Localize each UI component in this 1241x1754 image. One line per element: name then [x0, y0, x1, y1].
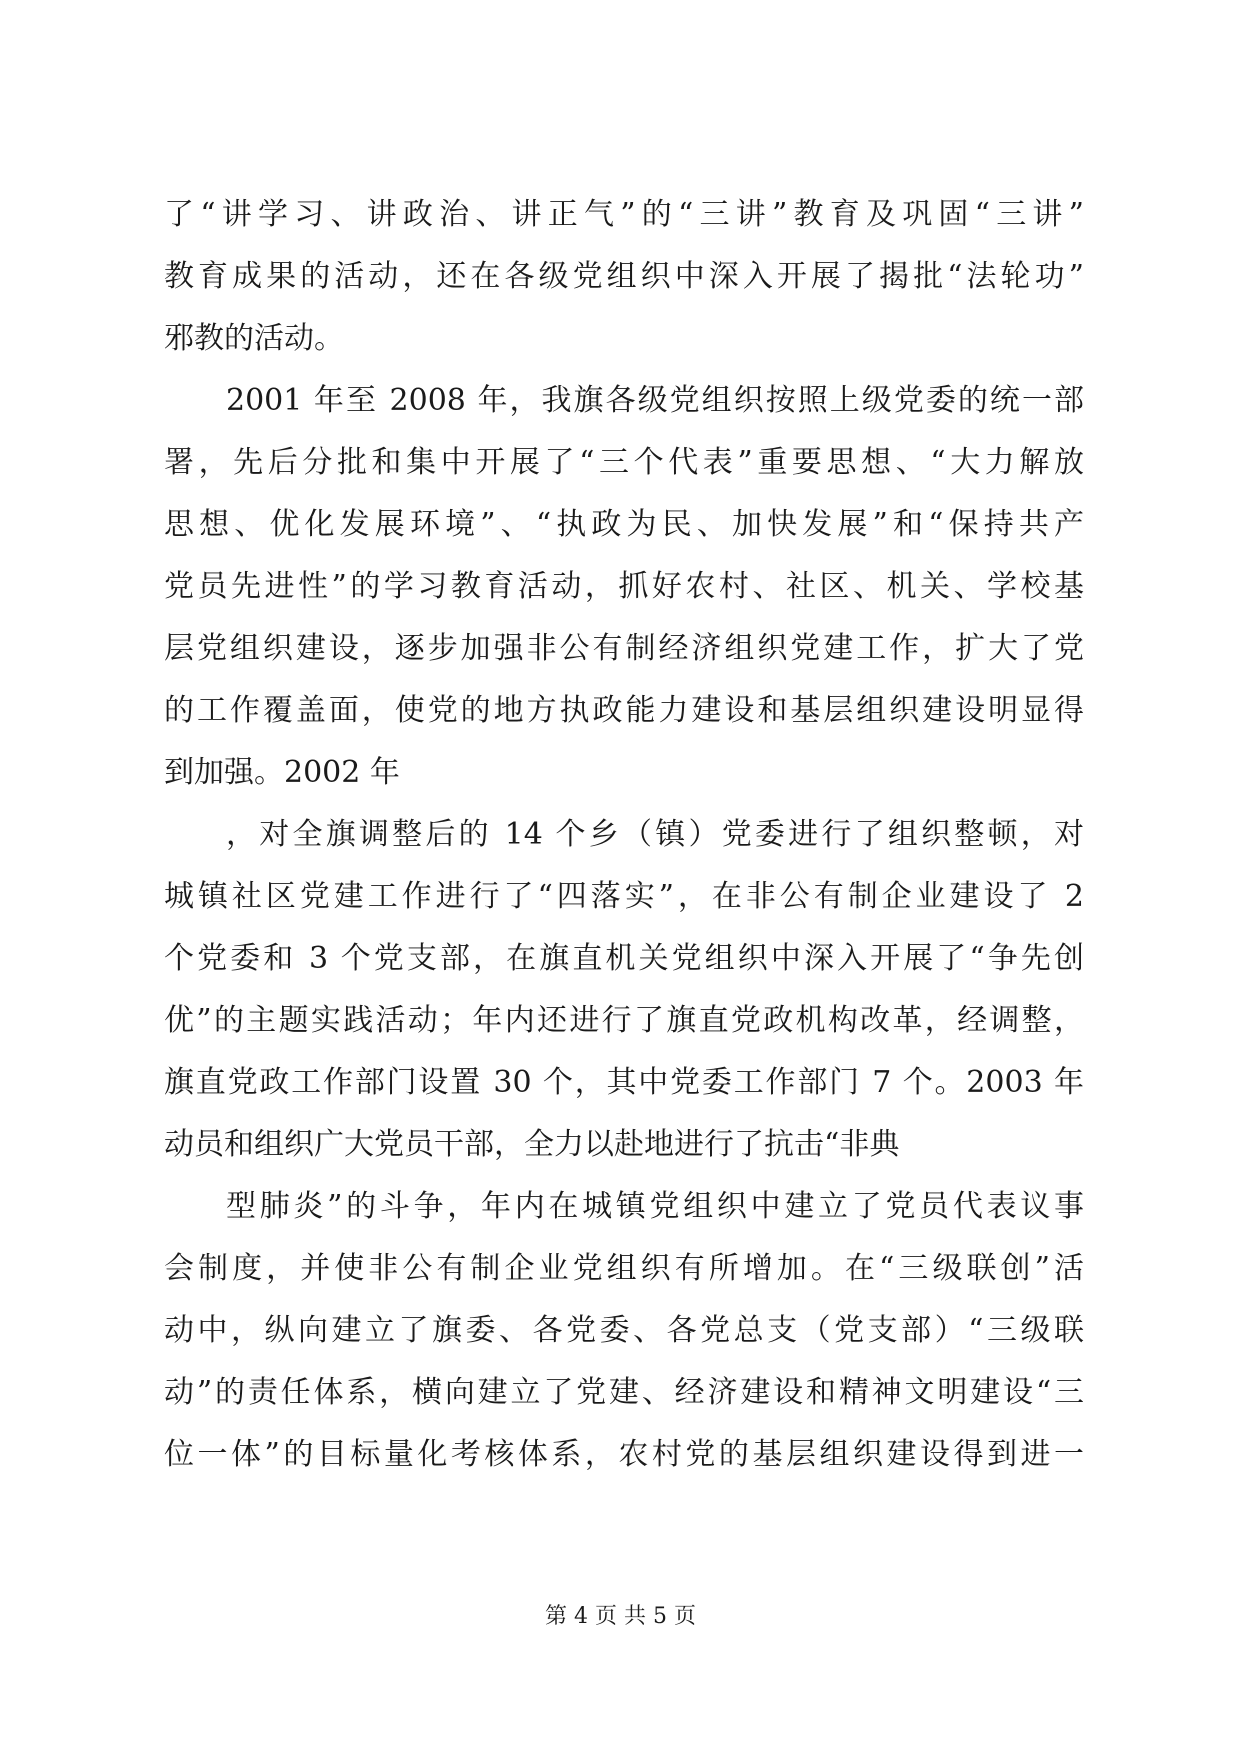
text-line: 会制度，并使非公有制企业党组织有所增加。在“三级联创”活	[164, 1251, 1084, 1286]
text-line: 层党组织建设，逐步加强非公有制经济组织党建工作，扩大了党	[164, 631, 1084, 666]
text-line: 邪教的活动。	[164, 321, 344, 356]
text-line: 思想、优化发展环境”、“执政为民、加快发展”和“保持共产	[164, 507, 1084, 542]
text-line: 署，先后分批和集中开展了“三个代表”重要思想、“大力解放	[164, 445, 1084, 480]
text-line: 优”的主题实践活动；年内还进行了旗直党政机构改革，经调整，	[164, 1003, 1084, 1038]
text-line: 了“讲学习、讲政治、讲正气”的“三讲”教育及巩固“三讲”	[164, 197, 1084, 232]
text-line: 动中，纵向建立了旗委、各党委、各党总支（党支部）“三级联	[164, 1313, 1084, 1348]
text-line: 到加强。2002 年	[164, 755, 400, 790]
text-line: 型肺炎”的斗争，年内在城镇党组织中建立了党员代表议事	[226, 1189, 1084, 1224]
body-text	[164, 184, 1084, 1486]
text-line: 个党委和 3 个党支部，在旗直机关党组织中深入开展了“争先创	[164, 941, 1084, 976]
text-line: 位一体”的目标量化考核体系，农村党的基层组织建设得到进一	[164, 1437, 1084, 1472]
text-line: 教育成果的活动，还在各级党组织中深入开展了揭批“法轮功”	[164, 259, 1084, 294]
text-line: 2001 年至 2008 年，我旗各级党组织按照上级党委的统一部	[226, 383, 1084, 418]
text-line: 的工作覆盖面，使党的地方执政能力建设和基层组织建设明显得	[164, 693, 1084, 728]
page-number-footer: 第 4 页 共 5 页	[545, 1604, 696, 1629]
text-line: 动员和组织广大党员干部，全力以赴地进行了抗击“非典	[164, 1127, 900, 1162]
text-line: 动”的责任体系，横向建立了党建、经济建设和精神文明建设“三	[164, 1375, 1084, 1410]
text-line: 党员先进性”的学习教育活动，抓好农村、社区、机关、学校基	[164, 569, 1084, 604]
text-line: 城镇社区党建工作进行了“四落实”，在非公有制企业建设了 2	[164, 879, 1084, 914]
text-line: ，对全旗调整后的 14 个乡（镇）党委进行了组织整顿，对	[226, 817, 1084, 852]
text-line: 旗直党政工作部门设置 30 个，其中党委工作部门 7 个。2003 年	[164, 1065, 1084, 1100]
